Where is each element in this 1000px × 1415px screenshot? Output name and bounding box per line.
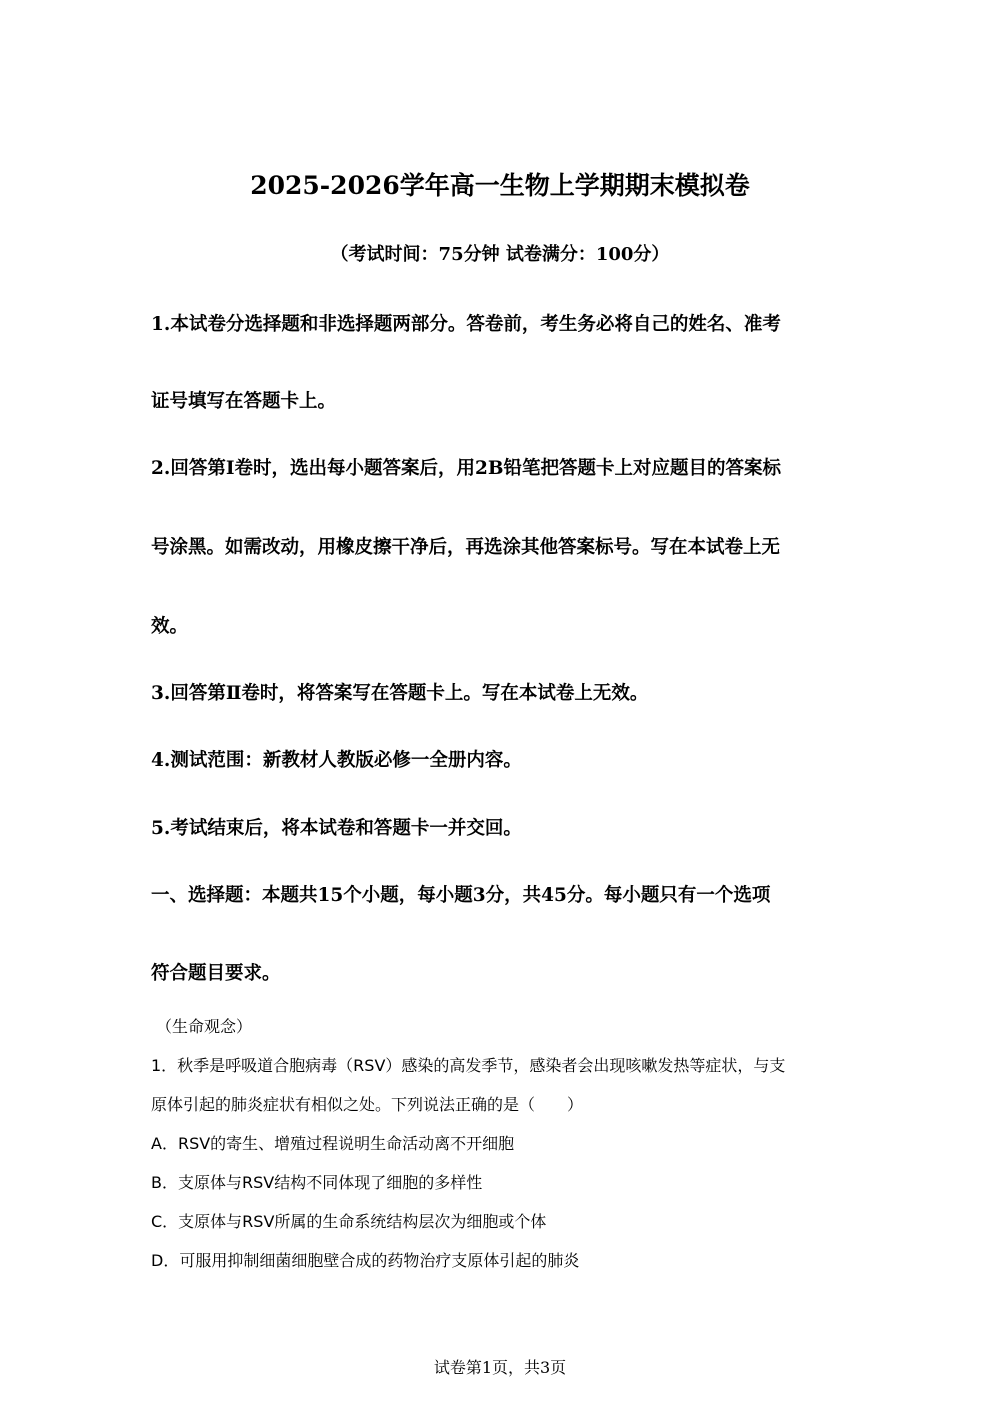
notice-line: 效。 <box>151 616 189 637</box>
notice-line: 证号填写在答题卡上。 <box>151 391 337 412</box>
option-a: A．RSV的寄生、增殖过程说明生命活动离不开细胞 <box>151 1134 515 1153</box>
notice-line: 2.回答第Ⅰ卷时，选出每小题答案后，用2B铅笔把答题卡上对应题目的答案标 <box>151 458 781 479</box>
option-c: C．支原体与RSV所属的生命系统结构层次为细胞或个体 <box>151 1212 547 1231</box>
notice-line: 5.考试结束后，将本试卷和答题卡一并交回。 <box>151 818 522 839</box>
exam-title: 2025-2026学年高一生物上学期期末模拟卷 <box>250 171 750 200</box>
option-b: B．支原体与RSV结构不同体现了细胞的多样性 <box>151 1173 483 1192</box>
notice-line: 4.测试范围：新教材人教版必修一全册内容。 <box>151 750 522 771</box>
notice-line: 号涂黑。如需改动，用橡皮擦干净后，再选涂其他答案标号。写在本试卷上无 <box>151 537 781 558</box>
question-stem: 1．秋季是呼吸道合胞病毒（RSV）感染的高发季节，感染者会出现咳嗽发热等症状，与支 <box>151 1056 786 1075</box>
question-category: （生命观念） <box>156 1017 253 1036</box>
section-heading: 一、选择题：本题共15个小题，每小题3分，共45分。每小题只有一个选项 <box>151 885 771 906</box>
option-d: D．可服用抑制细菌细胞壁合成的药物治疗支原体引起的肺炎 <box>151 1251 580 1270</box>
exam-subtitle: （考试时间：75分钟 试卷满分：100分） <box>330 244 670 265</box>
notice-line: 3.回答第Ⅱ卷时，将答案写在答题卡上。写在本试卷上无效。 <box>151 683 649 704</box>
notice-line: 1.本试卷分选择题和非选择题两部分。答卷前，考生务必将自己的姓名、准考 <box>151 314 781 335</box>
question-stem: 原体引起的肺炎症状有相似之处。下列说法正确的是（ ） <box>151 1095 584 1114</box>
page-footer: 试卷第1页，共3页 <box>433 1358 567 1377</box>
section-heading: 符合题目要求。 <box>151 963 281 984</box>
